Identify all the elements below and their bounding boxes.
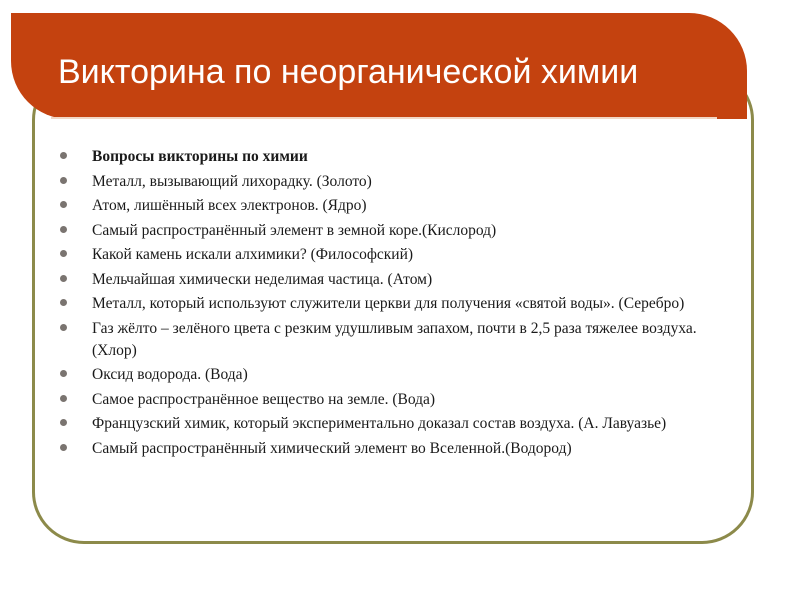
bullet-icon	[60, 370, 67, 377]
list-item-text: Мельчайшая химически неделимая частица. (Атом)	[92, 270, 433, 288]
bullet-icon	[60, 226, 67, 233]
list-item-text: Металл, который используют служители церкви для получения «святой воды». (Серебро)	[92, 295, 685, 312]
list-item-text: Самый распространённый химический элемент во Вселенной.(Водород)	[92, 439, 572, 457]
bullet-icon	[60, 395, 67, 402]
title-underline	[51, 117, 717, 119]
list-item-text: Самый распространённый элемент в земной коре.(Кислород)	[92, 221, 497, 239]
list-heading	[60, 146, 700, 168]
list-item-text: Самое распространённое вещество на земле. (Вода)	[92, 390, 436, 408]
bullet-icon	[60, 444, 67, 451]
bullet-icon	[60, 419, 67, 426]
list-item	[60, 438, 700, 460]
title-bar	[11, 13, 747, 119]
list-item-text: Оксид водорода. (Вода)	[92, 366, 248, 383]
list-item	[60, 318, 700, 362]
bullet-icon	[60, 299, 67, 306]
list-item	[60, 244, 700, 266]
slide-title: Викторина по неорганической химии	[58, 53, 639, 91]
list-item-text: Газ жёлто – зелёного цвета с резким удушливым запахом, почти в 2,5 раза тяжелее воздуха. (Хлор)	[92, 319, 697, 359]
list-item-text: Атом, лишённый всех электронов. (Ядро)	[92, 197, 367, 214]
list-item	[60, 389, 700, 411]
list-item	[60, 171, 700, 193]
bullet-icon	[60, 177, 67, 184]
list-item	[60, 195, 700, 217]
list-heading-text: Вопросы викторины по химии	[92, 148, 308, 165]
list-item	[60, 413, 700, 435]
list-item-text: Французский химик, который экспериментально доказал состав воздуха. (А. Лавуазье)	[92, 415, 667, 432]
bullet-icon	[60, 324, 67, 331]
list-item-text: Какой камень искали алхимики? (Философский)	[92, 246, 414, 263]
list-item	[60, 364, 700, 386]
list-item	[60, 293, 700, 315]
bullet-icon	[60, 250, 67, 257]
question-list	[60, 146, 700, 462]
bullet-icon	[60, 201, 67, 208]
list-item	[60, 269, 700, 291]
bullet-icon	[60, 275, 67, 282]
list-item-text: Металл, вызывающий лихорадку. (Золото)	[92, 172, 372, 190]
list-item	[60, 220, 700, 242]
bullet-icon	[60, 152, 67, 159]
